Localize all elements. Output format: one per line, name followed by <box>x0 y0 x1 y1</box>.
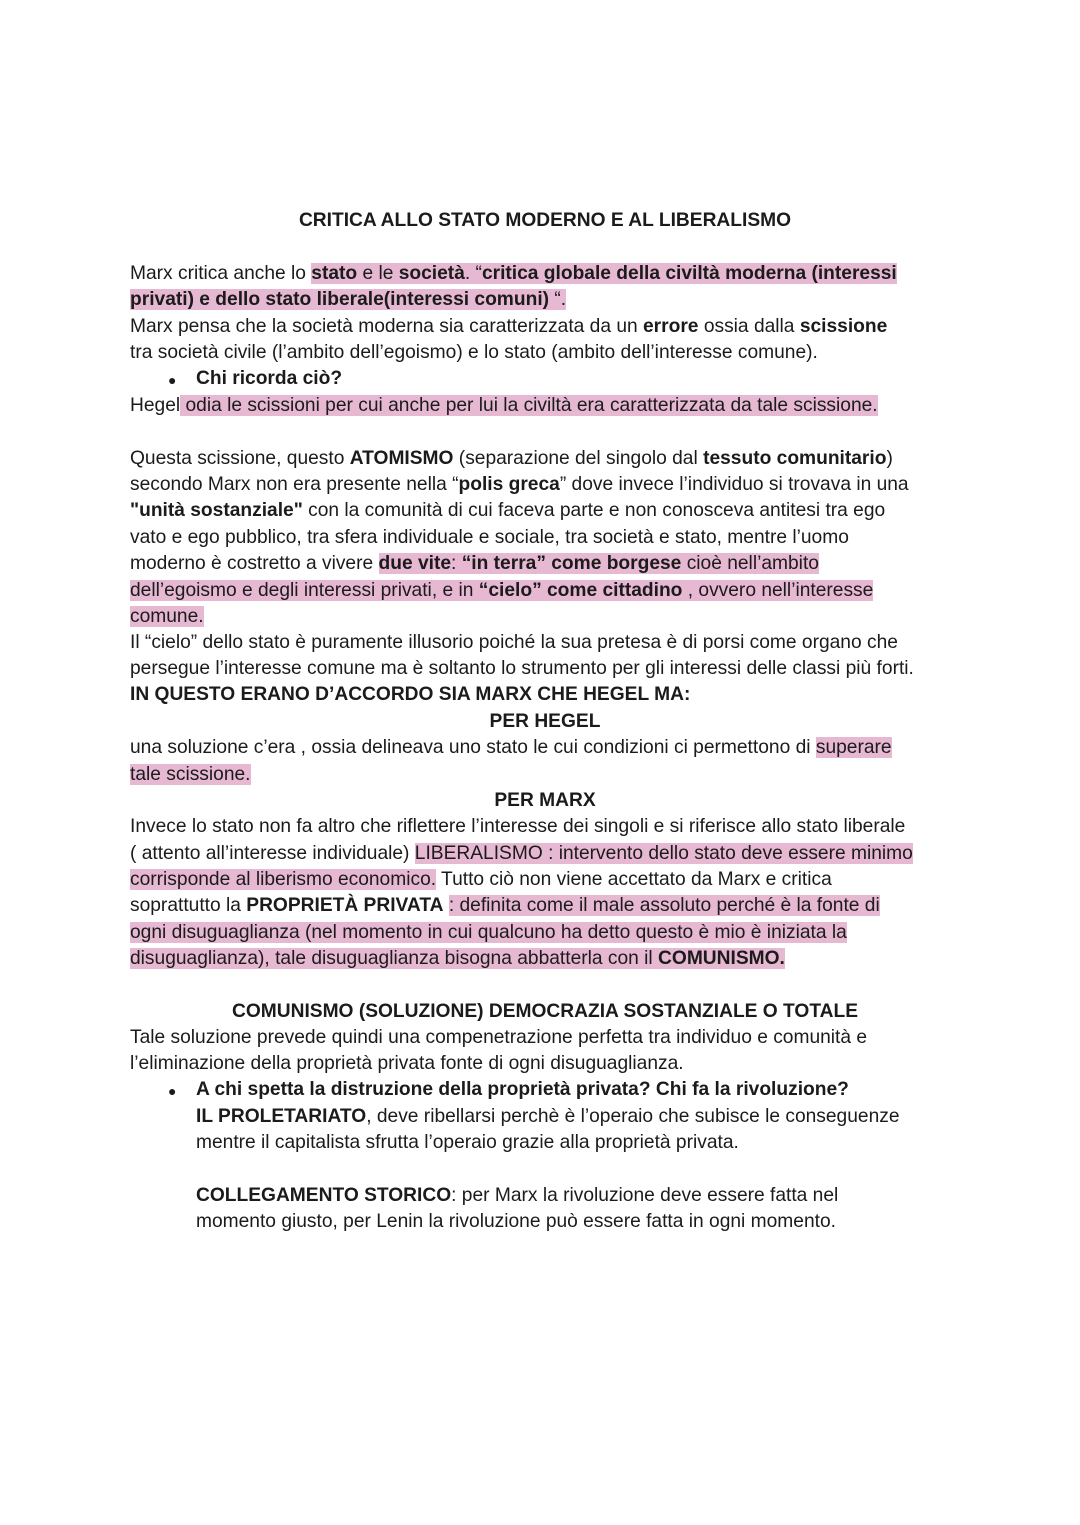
text-line <box>130 841 913 867</box>
text-run: soprattutto la <box>130 895 247 916</box>
bullet-question: A chi spetta la distruzione della proprietà privata? Chi fa la rivoluzione? <box>196 1079 849 1100</box>
text-line <box>130 682 690 708</box>
text-line <box>196 1104 900 1130</box>
text-line <box>130 893 880 919</box>
text-run: persegue l’interesse comune ma è soltanto lo strumento per gli interessi delle classi più forti. <box>130 658 914 679</box>
text-run: scissione <box>799 316 888 337</box>
text-run: : <box>451 553 462 574</box>
text-line <box>130 735 892 761</box>
text-line <box>130 656 914 682</box>
text-run: ATOMISMO <box>349 448 454 469</box>
text-run: , deve ribellarsi perchè è l’operaio che subisce le conseguenze <box>366 1106 900 1127</box>
bullet-icon: ● <box>168 372 177 388</box>
text-line <box>196 1183 838 1209</box>
bullet-icon: ● <box>168 1083 177 1099</box>
text-run: : per Marx la rivoluzione deve essere fatta nel <box>451 1185 839 1206</box>
text-line <box>196 1130 739 1156</box>
text-line <box>130 393 878 419</box>
text-run: mentre il capitalista sfrutta l’operaio grazie alla proprietà privata. <box>196 1132 739 1153</box>
text-line <box>130 946 785 972</box>
text-line <box>130 472 909 498</box>
text-run: IL PROLETARIATO <box>196 1106 367 1127</box>
text-line <box>130 340 818 366</box>
text-run: PROPRIETÀ PRIVATA <box>246 895 444 916</box>
text-run: ) <box>886 448 893 469</box>
text-line <box>130 762 251 788</box>
text-run: Hegel <box>130 395 181 416</box>
text-line <box>130 261 897 287</box>
text-run: ” dove invece l’individuo si trovava in una <box>559 474 909 495</box>
text-run: . “ <box>464 263 482 284</box>
text-line <box>130 551 819 577</box>
text-line <box>130 578 873 604</box>
text-run: dell’egoismo e degli interessi privati, e in <box>130 580 479 601</box>
bullet-question: Chi ricorda ciò? <box>196 368 343 389</box>
text-run: disuguaglianza), tale disuguaglianza bisogna abbatterla con il <box>130 948 659 969</box>
text-run: odia le scissioni per cui anche per lui la civiltà era caratterizzata da tale scissione. <box>180 395 878 416</box>
text-run: polis greca <box>458 474 560 495</box>
text-run: ossia dalla <box>698 316 800 337</box>
text-run: Questa scissione, questo <box>130 448 350 469</box>
text-run: tra società civile (l’ambito dell’egoismo) e lo stato (ambito dell’interesse comune). <box>130 342 818 363</box>
text-run: e le <box>357 263 399 284</box>
text-run: LIBERALISMO : intervento dello stato deve essere minimo <box>414 843 913 864</box>
section-heading-marx: PER MARX <box>494 790 596 811</box>
text-run: ( attento all’interesse individuale) <box>130 843 415 864</box>
text-line <box>130 525 849 551</box>
text-run: critica globale della civiltà moderna (interessi <box>481 263 897 284</box>
text-run: COLLEGAMENTO STORICO <box>196 1185 452 1206</box>
section-heading-comunismo: COMUNISMO (SOLUZIONE) DEMOCRAZIA SOSTANZIALE O TOTALE <box>231 1001 859 1022</box>
text-run: l’eliminazione della proprietà privata fonte di ogni disuguaglianza. <box>130 1053 684 1074</box>
text-run: “cielo” come cittadino <box>478 580 683 601</box>
text-line <box>130 604 204 630</box>
text-line <box>130 814 905 840</box>
text-run: una soluzione c’era , ossia delineava uno stato le cui condizioni ci permettono di <box>130 737 816 758</box>
text-run: Marx pensa che la società moderna sia caratterizzata da un <box>130 316 644 337</box>
page-title: CRITICA ALLO STATO MODERNO E AL LIBERALISMO <box>298 210 792 231</box>
text-run: secondo Marx non era presente nella “ <box>130 474 459 495</box>
text-run: tessuto comunitario <box>703 448 887 469</box>
text-line <box>130 1051 684 1077</box>
text-run: Marx critica anche lo <box>130 263 312 284</box>
text-run: , ovvero nell’interesse <box>682 580 874 601</box>
text-run: corrisponde al liberismo economico. <box>130 869 437 890</box>
text-run: "unità sostanziale" <box>130 500 303 521</box>
text-line <box>130 498 885 524</box>
text-run: (separazione del singolo dal <box>453 448 704 469</box>
text-run: moderno è costretto a vivere <box>130 553 379 574</box>
text-line <box>130 446 893 472</box>
text-line <box>130 867 832 893</box>
text-run: COMUNISMO. <box>658 948 785 969</box>
text-run: società <box>398 263 465 284</box>
text-run: privati) e dello stato liberale(interessi comuni) <box>130 289 555 310</box>
text-run: comune. <box>130 606 204 627</box>
text-run: stato <box>311 263 358 284</box>
text-line <box>196 1209 836 1235</box>
section-heading-hegel: PER HEGEL <box>489 711 601 732</box>
text-run: tale scissione. <box>130 764 251 785</box>
text-run: cioè nell’ambito <box>681 553 819 574</box>
text-run: IN QUESTO ERANO D’ACCORDO SIA MARX CHE HEGEL MA: <box>130 684 691 705</box>
text-run: momento giusto, per Lenin la rivoluzione può essere fatta in ogni momento. <box>196 1211 836 1232</box>
text-run: Tale soluzione prevede quindi una compenetrazione perfetta tra individuo e comunità e <box>130 1027 868 1048</box>
text-run: con la comunità di cui faceva parte e non conosceva antitesi tra ego <box>302 500 886 521</box>
text-run: due vite <box>378 553 452 574</box>
text-line <box>130 314 887 340</box>
text-run: Invece lo stato non fa altro che riflettere l’interesse dei singoli e si riferisce allo stato liberale <box>130 816 906 837</box>
text-run: “in terra” come borgese <box>461 553 682 574</box>
text-line <box>130 920 847 946</box>
text-run: ogni disuguaglianza (nel momento in cui qualcuno ha detto questo è mio è iniziata la <box>130 922 847 943</box>
text-run: “. <box>554 289 567 310</box>
text-line <box>130 630 898 656</box>
text-run: : definita come il male assoluto perché è la fonte di <box>448 895 880 916</box>
text-line <box>130 287 566 313</box>
text-run: Il “cielo” dello stato è puramente illusorio poiché la sua pretesa è di porsi come organo che <box>130 632 898 653</box>
text-run: errore <box>643 316 699 337</box>
text-line <box>130 1025 867 1051</box>
text-run: superare <box>815 737 892 758</box>
text-run: Tutto ciò non viene accettato da Marx e critica <box>436 869 832 890</box>
text-run: vato e ego pubblico, tra sfera individuale e sociale, tra società e stato, mentre l’uomo <box>130 527 849 548</box>
